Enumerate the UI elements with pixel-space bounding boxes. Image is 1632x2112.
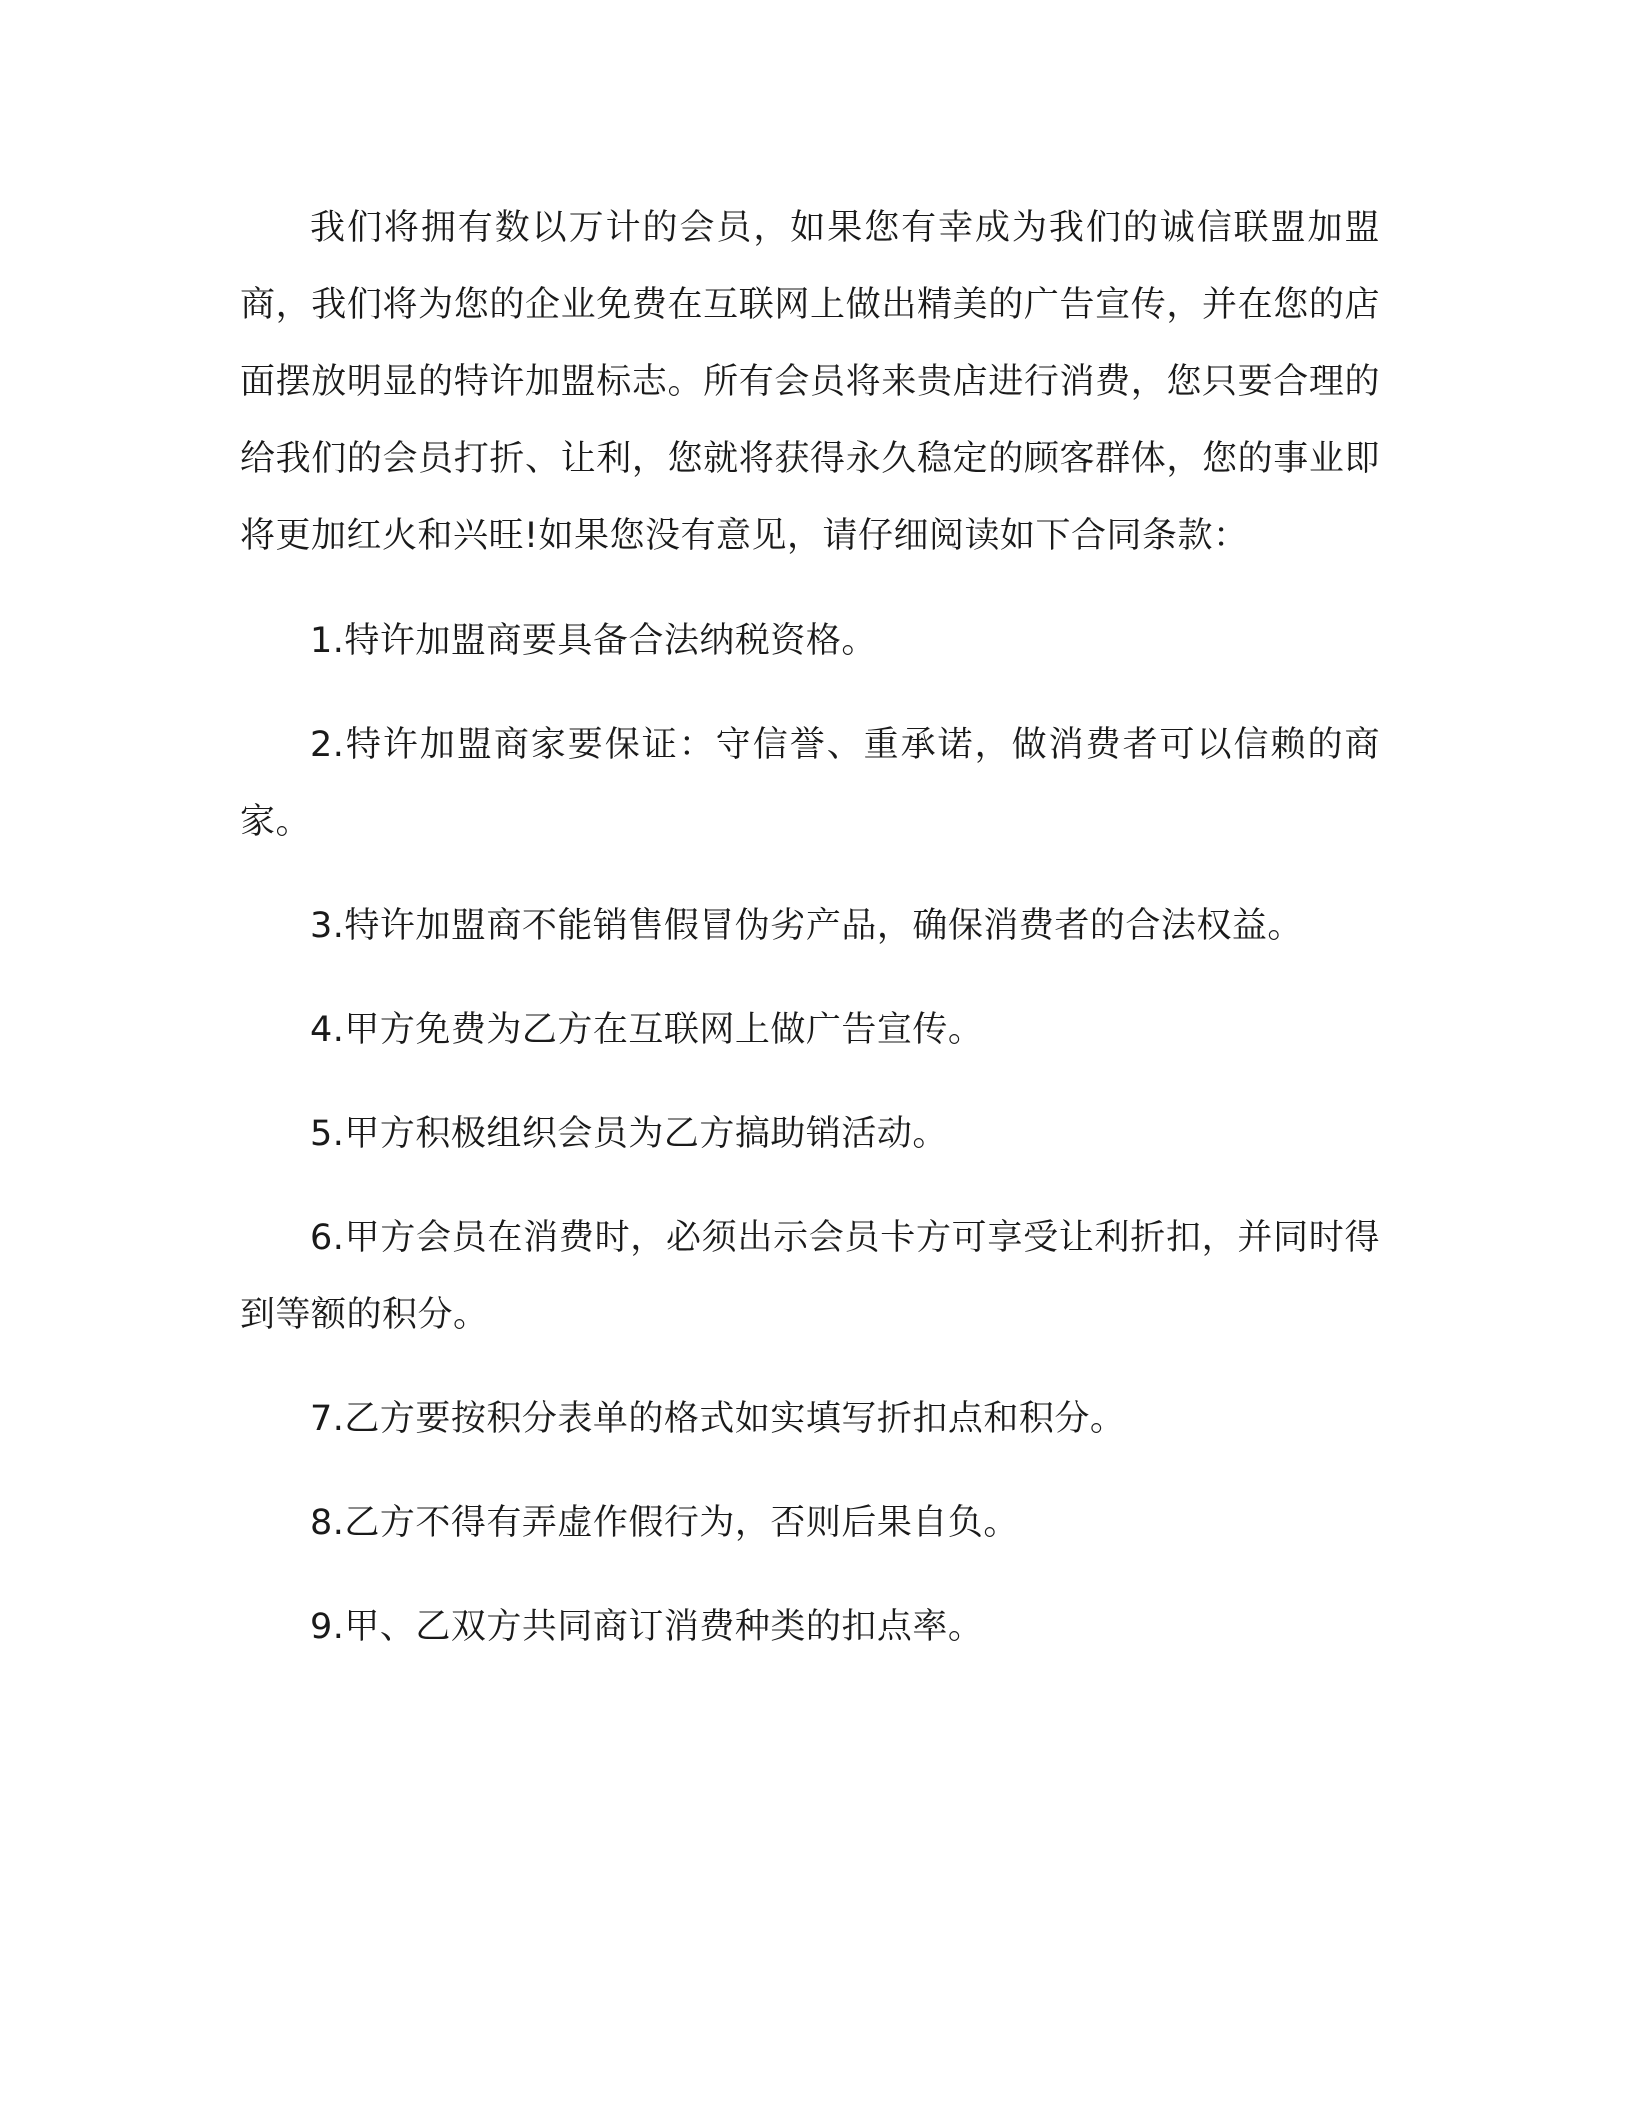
clause-7: 7.乙方要按积分表单的格式如实填写折扣点和积分。 <box>310 1399 1126 1439</box>
clause-5: 5.甲方积极组织会员为乙方搞助销活动。 <box>310 1114 948 1154</box>
clause-2: 2.特许加盟商家要保证：守信誉、重承诺，做消费者可以信赖的商家。 <box>240 725 1380 842</box>
clause-8: 8.乙方不得有弄虚作假行为，否则后果自负。 <box>310 1503 1019 1543</box>
intro-paragraph: 我们将拥有数以万计的会员，如果您有幸成为我们的诚信联盟加盟商，我们将为您的企业免费在互联网上做出精美的广告宣传，并在您的店面摆放明显的特许加盟标志。所有会员将来贵店进行消费，您只要合理的给我们的会员打折、让利，您就将获得永久稳定的顾客群体，您的事业即将更加红火和兴旺!如果您没有意见，请仔细阅读如下合同条款： <box>240 208 1380 556</box>
clause-1: 1.特许加盟商要具备合法纳税资格。 <box>310 621 877 661</box>
clause-9: 9.甲、乙双方共同商订消费种类的扣点率。 <box>310 1607 984 1647</box>
clause-6: 6.甲方会员在消费时，必须出示会员卡方可享受让利折扣，并同时得到等额的积分。 <box>240 1218 1380 1335</box>
clause-4: 4.甲方免费为乙方在互联网上做广告宣传。 <box>310 1010 984 1050</box>
document-body <box>240 190 1380 1693</box>
clause-3: 3.特许加盟商不能销售假冒伪劣产品，确保消费者的合法权益。 <box>310 906 1303 946</box>
